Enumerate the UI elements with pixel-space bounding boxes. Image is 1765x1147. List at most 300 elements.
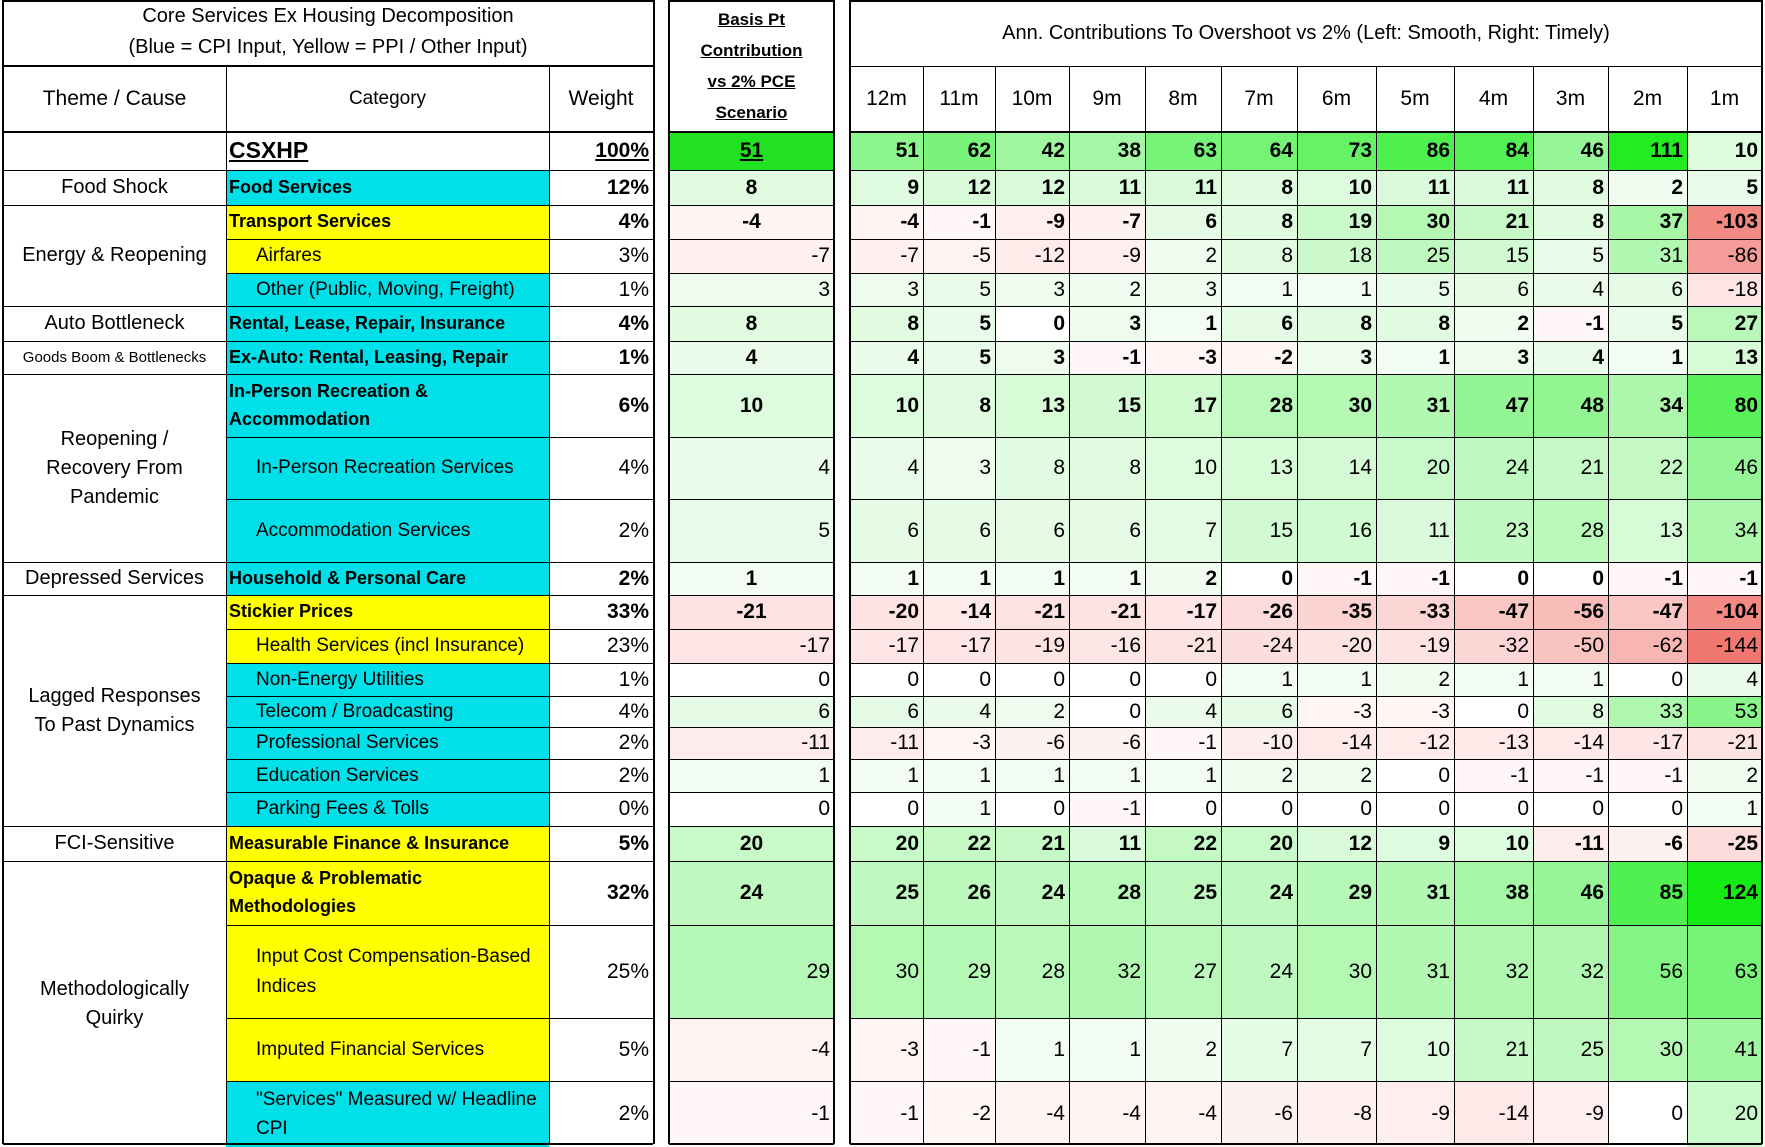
category-cell: Non-Energy Utilities <box>226 663 549 696</box>
weight-cell: 4% <box>618 456 649 479</box>
basis-cell: 8 <box>669 170 834 205</box>
grid-line <box>850 437 1762 438</box>
period-value-cell: 15 <box>1069 374 1145 437</box>
period-value-cell: 0 <box>1069 663 1145 696</box>
period-value-cell: 1 <box>1221 663 1297 696</box>
period-value-cell: -5 <box>923 239 995 273</box>
theme-cell: Goods Boom & Bottlenecks <box>22 348 207 366</box>
period-value-cell: 26 <box>923 861 995 925</box>
period-value-cell: 3 <box>1454 341 1533 374</box>
period-value-cell: 0 <box>1533 562 1608 595</box>
period-value-cell: 1 <box>1221 273 1297 306</box>
grid-line <box>3 826 226 827</box>
period-value-cell: 1 <box>1376 341 1454 374</box>
period-value-cell: 8 <box>1533 170 1608 205</box>
basis-cell: 1 <box>669 562 834 595</box>
period-value-cell: 6 <box>850 499 923 562</box>
period-value-cell: 10 <box>850 374 923 437</box>
grid-line <box>850 374 1762 375</box>
weight-cell: 4% <box>618 210 649 233</box>
period-value-cell: -4 <box>1145 1081 1221 1147</box>
period-value-cell: 63 <box>1687 925 1762 1018</box>
period-value-cell: 7 <box>1297 1018 1376 1081</box>
period-value-cell: -1 <box>1376 562 1454 595</box>
period-value-cell: 86 <box>1376 132 1454 170</box>
basis-cell: -4 <box>669 205 834 239</box>
period-value-cell: 56 <box>1608 925 1687 1018</box>
period-value-cell: -1 <box>1687 562 1762 595</box>
period-value-cell: -12 <box>1376 727 1454 759</box>
period-value-cell: -1 <box>850 1081 923 1147</box>
period-value-cell: 12 <box>1297 826 1376 861</box>
period-value-cell: -12 <box>995 239 1069 273</box>
period-value-cell: 8 <box>1376 306 1454 341</box>
period-value-cell: 13 <box>1221 437 1297 499</box>
grid-line <box>1608 66 1609 1144</box>
period-value-cell: 5 <box>923 306 995 341</box>
grid-line <box>850 273 1762 274</box>
period-value-cell: 6 <box>1454 273 1533 306</box>
period-value-cell: 6 <box>923 499 995 562</box>
basis-cell: 8 <box>669 306 834 341</box>
theme-cell: Depressed Services <box>25 567 204 589</box>
period-value-cell: 16 <box>1297 499 1376 562</box>
period-value-cell: 32 <box>1069 925 1145 1018</box>
category-cell: Transport Services <box>226 205 549 239</box>
period-value-cell: -1 <box>1145 727 1221 759</box>
period-value-cell: -1 <box>1069 341 1145 374</box>
grid-line <box>850 792 1762 793</box>
period-value-cell: 31 <box>1376 861 1454 925</box>
period-value-cell: 27 <box>1687 306 1762 341</box>
grid-line <box>3 0 653 2</box>
basis-cell: 20 <box>669 826 834 861</box>
period-value-cell: 15 <box>1221 499 1297 562</box>
period-value-cell: 51 <box>850 132 923 170</box>
weight-cell: 2% <box>618 1102 649 1125</box>
period-value-cell: -20 <box>850 595 923 629</box>
period-value-cell: 0 <box>1145 663 1221 696</box>
weight-cell: 23% <box>606 634 649 657</box>
grid-line <box>850 1018 1762 1019</box>
grid-line <box>3 562 226 563</box>
grid-line <box>850 925 1762 926</box>
grid-line <box>226 1018 653 1019</box>
period-value-cell: 2 <box>1608 170 1687 205</box>
period-value-cell: 80 <box>1687 374 1762 437</box>
grid-line <box>1145 66 1146 1144</box>
period-value-cell: 5 <box>1608 306 1687 341</box>
grid-line <box>669 792 834 793</box>
period-value-cell: -26 <box>1221 595 1297 629</box>
basis-cell: 24 <box>669 861 834 925</box>
theme-cell: Auto Bottleneck <box>44 312 185 334</box>
grid-line <box>850 727 1762 728</box>
weight-cell: 6% <box>618 393 649 417</box>
period-value-cell: 0 <box>1454 696 1533 727</box>
period-value-cell: 3 <box>1069 306 1145 341</box>
period-value-cell: 0 <box>995 663 1069 696</box>
period-value-cell: 30 <box>850 925 923 1018</box>
weight-cell: 100% <box>595 139 649 162</box>
period-value-cell: 24 <box>995 861 1069 925</box>
grid-line <box>226 1081 653 1082</box>
period-value-cell: -1 <box>1608 562 1687 595</box>
period-value-cell: 42 <box>995 132 1069 170</box>
period-value-cell: 0 <box>1376 759 1454 792</box>
grid-line <box>226 239 653 240</box>
grid-line <box>226 826 653 827</box>
grid-line <box>850 0 1762 2</box>
grid-line <box>3 170 226 171</box>
header-period: 7m <box>1244 87 1274 110</box>
category-cell: Airfares <box>226 239 549 273</box>
period-value-cell: -10 <box>1221 727 1297 759</box>
period-value-cell: -8 <box>1297 1081 1376 1147</box>
period-value-cell: -17 <box>850 629 923 663</box>
period-value-cell: -9 <box>1533 1081 1608 1147</box>
header-period: 3m <box>1555 87 1586 110</box>
period-value-cell: 0 <box>1221 792 1297 826</box>
period-value-cell: 6 <box>1221 696 1297 727</box>
period-value-cell: 25 <box>1376 239 1454 273</box>
theme-cell: Food Shock <box>61 176 168 198</box>
period-value-cell: 10 <box>1687 132 1762 170</box>
basis-cell: -21 <box>669 595 834 629</box>
header-period: 5m <box>1400 87 1430 110</box>
period-value-cell: -2 <box>1221 341 1297 374</box>
grid-line <box>1454 66 1455 1144</box>
period-value-cell: 9 <box>1376 826 1454 861</box>
period-value-cell: 20 <box>850 826 923 861</box>
period-value-cell: 1 <box>923 562 995 595</box>
grid-line <box>226 341 653 342</box>
period-value-cell: 5 <box>1687 170 1762 205</box>
grid-line <box>1376 66 1377 1144</box>
period-value-cell: -14 <box>1454 1081 1533 1147</box>
basis-cell: 29 <box>669 925 834 1018</box>
grid-line <box>3 205 226 206</box>
grid-line <box>226 273 653 274</box>
period-value-cell: 11 <box>1454 170 1533 205</box>
period-value-cell: 6 <box>1221 306 1297 341</box>
period-value-cell: 5 <box>1533 239 1608 273</box>
category-cell: "Services" Measured w/ Headline CPI <box>226 1081 549 1147</box>
period-value-cell: 10 <box>1454 826 1533 861</box>
grid-line <box>850 499 1762 500</box>
basis-cell: 51 <box>669 132 834 170</box>
table-subtitle: (Blue = CPI Input, Yellow = PPI / Other Input) <box>128 35 528 58</box>
period-value-cell: -3 <box>1297 696 1376 727</box>
period-value-cell: 38 <box>1069 132 1145 170</box>
period-value-cell: 46 <box>1687 437 1762 499</box>
grid-line <box>226 170 653 171</box>
period-value-cell: 34 <box>1687 499 1762 562</box>
period-value-cell: 8 <box>995 437 1069 499</box>
grid-line <box>669 273 834 274</box>
period-value-cell: -3 <box>1145 341 1221 374</box>
period-value-cell: 12 <box>923 170 995 205</box>
period-value-cell: 18 <box>1297 239 1376 273</box>
period-value-cell: 4 <box>850 341 923 374</box>
grid-line <box>669 170 834 171</box>
period-value-cell: -3 <box>850 1018 923 1081</box>
basis-cell: 10 <box>669 374 834 437</box>
grid-line <box>2 0 4 1144</box>
period-value-cell: 30 <box>1297 374 1376 437</box>
grid-line <box>850 759 1762 760</box>
category-cell: In-Person Recreation & Accommodation <box>226 374 549 437</box>
grid-line <box>3 65 653 67</box>
grid-line <box>226 727 653 728</box>
period-value-cell: -1 <box>1069 792 1145 826</box>
grid-line <box>226 595 653 596</box>
period-value-cell: 6 <box>1608 273 1687 306</box>
period-value-cell: 8 <box>1533 205 1608 239</box>
grid-line <box>669 595 834 596</box>
period-value-cell: 64 <box>1221 132 1297 170</box>
period-value-cell: 11 <box>1069 170 1145 205</box>
category-cell: Food Services <box>226 170 549 205</box>
grid-line <box>226 663 653 664</box>
period-value-cell: 5 <box>923 341 995 374</box>
period-value-cell: -35 <box>1297 595 1376 629</box>
period-value-cell: 8 <box>1533 696 1608 727</box>
grid-line <box>850 861 1762 862</box>
period-value-cell: 2 <box>1376 663 1454 696</box>
period-value-cell: 0 <box>1454 562 1533 595</box>
category-cell: Professional Services <box>226 727 549 759</box>
period-value-cell: 4 <box>1687 663 1762 696</box>
period-value-cell: 1 <box>850 562 923 595</box>
period-value-cell: 6 <box>850 696 923 727</box>
period-value-cell: 0 <box>1376 792 1454 826</box>
period-value-cell: -11 <box>1533 826 1608 861</box>
theme-cell: Energy & Reopening <box>22 244 207 266</box>
weight-cell: 25% <box>606 959 649 983</box>
period-value-cell: 23 <box>1454 499 1533 562</box>
period-value-cell: 1 <box>1687 792 1762 826</box>
period-value-cell: -21 <box>995 595 1069 629</box>
grid-line <box>669 629 834 630</box>
grid-line <box>226 205 653 206</box>
period-value-cell: 1 <box>1297 273 1376 306</box>
period-value-cell: 14 <box>1297 437 1376 499</box>
period-value-cell: 9 <box>850 170 923 205</box>
period-value-cell: -14 <box>923 595 995 629</box>
period-value-cell: 12 <box>995 170 1069 205</box>
grid-line <box>833 0 835 1144</box>
period-value-cell: 2 <box>1145 1018 1221 1081</box>
period-value-cell: 1 <box>1145 759 1221 792</box>
period-value-cell: 21 <box>1533 437 1608 499</box>
period-value-cell: -18 <box>1687 273 1762 306</box>
period-value-cell: 13 <box>995 374 1069 437</box>
period-value-cell: 4 <box>1533 273 1608 306</box>
header-basis-line: Contribution <box>700 40 803 60</box>
period-value-cell: 1 <box>1454 663 1533 696</box>
grid-line <box>669 239 834 240</box>
period-value-cell: 8 <box>850 306 923 341</box>
period-value-cell: 1 <box>1069 1018 1145 1081</box>
period-value-cell: 10 <box>1145 437 1221 499</box>
period-value-cell: -6 <box>1221 1081 1297 1147</box>
period-value-cell: 0 <box>1533 792 1608 826</box>
grid-line <box>669 562 834 563</box>
grid-line <box>850 205 1762 206</box>
period-value-cell: 31 <box>1608 239 1687 273</box>
weight-cell: 12% <box>606 175 649 199</box>
period-value-cell: 22 <box>1145 826 1221 861</box>
period-value-cell: 5 <box>923 273 995 306</box>
grid-line <box>3 374 226 375</box>
grid-line <box>226 759 653 760</box>
period-value-cell: 4 <box>1145 696 1221 727</box>
period-value-cell: 1 <box>995 562 1069 595</box>
period-value-cell: 6 <box>995 499 1069 562</box>
period-value-cell: 17 <box>1145 374 1221 437</box>
period-value-cell: 2 <box>995 696 1069 727</box>
period-value-cell: -62 <box>1608 629 1687 663</box>
period-value-cell: 10 <box>1297 170 1376 205</box>
period-value-cell: -9 <box>995 205 1069 239</box>
period-value-cell: -33 <box>1376 595 1454 629</box>
category-cell: Stickier Prices <box>226 595 549 629</box>
period-value-cell: 3 <box>1145 273 1221 306</box>
period-value-cell: 1 <box>1145 306 1221 341</box>
period-value-cell: 13 <box>1608 499 1687 562</box>
period-value-cell: 41 <box>1687 1018 1762 1081</box>
header-period: 12m <box>866 87 907 110</box>
period-value-cell: 15 <box>1454 239 1533 273</box>
grid-line <box>226 629 653 630</box>
category-cell: Other (Public, Moving, Freight) <box>226 273 549 306</box>
basis-cell: 4 <box>669 437 834 499</box>
period-value-cell: -21 <box>1069 595 1145 629</box>
category-cell: Input Cost Compensation-Based Indices <box>226 925 549 1018</box>
period-value-cell: 31 <box>1376 925 1454 1018</box>
period-value-cell: 84 <box>1454 132 1533 170</box>
weight-cell: 2% <box>618 566 649 590</box>
grid-line <box>850 663 1762 664</box>
period-value-cell: -6 <box>1069 727 1145 759</box>
period-value-cell: 47 <box>1454 374 1533 437</box>
category-cell: Parking Fees & Tolls <box>226 792 549 826</box>
basis-cell: -1 <box>669 1081 834 1147</box>
theme-cell: FCI-Sensitive <box>54 832 175 854</box>
grid-line <box>850 131 1762 133</box>
period-value-cell: -1 <box>1297 562 1376 595</box>
grid-line <box>3 595 226 596</box>
period-value-cell: 20 <box>1687 1081 1762 1147</box>
weight-cell: 1% <box>618 345 649 369</box>
grid-line <box>1533 66 1534 1144</box>
grid-line <box>1687 66 1688 1144</box>
grid-line <box>669 306 834 307</box>
grid-line <box>226 437 653 438</box>
period-value-cell: -47 <box>1454 595 1533 629</box>
grid-line <box>669 826 834 827</box>
weight-cell: 32% <box>606 881 649 904</box>
header-period: 4m <box>1478 87 1509 110</box>
category-cell: Accommodation Services <box>226 499 549 562</box>
period-value-cell: 6 <box>1145 205 1221 239</box>
grid-line <box>226 925 653 926</box>
period-value-cell: 37 <box>1608 205 1687 239</box>
grid-line <box>669 696 834 697</box>
basis-cell: 3 <box>669 273 834 306</box>
grid-line <box>549 66 550 1144</box>
period-value-cell: 0 <box>1608 792 1687 826</box>
category-cell: Education Services <box>226 759 549 792</box>
theme-cell: Methodologically Quirky <box>40 978 189 1029</box>
grid-line <box>226 696 653 697</box>
period-value-cell: 8 <box>1221 170 1297 205</box>
period-value-cell: -32 <box>1454 629 1533 663</box>
period-value-cell: 0 <box>995 792 1069 826</box>
header-period: 11m <box>939 87 979 110</box>
period-value-cell: 24 <box>1221 861 1297 925</box>
grid-line <box>1761 0 1763 1144</box>
weight-cell: 4% <box>618 311 649 335</box>
grid-line <box>669 727 834 728</box>
period-value-cell: -20 <box>1297 629 1376 663</box>
period-value-cell: -104 <box>1687 595 1762 629</box>
period-value-cell: 29 <box>923 925 995 1018</box>
period-value-cell: 2 <box>1069 273 1145 306</box>
period-value-cell: -7 <box>850 239 923 273</box>
period-value-cell: 11 <box>1145 170 1221 205</box>
weight-cell: 5% <box>618 1037 649 1061</box>
period-value-cell: -50 <box>1533 629 1608 663</box>
period-value-cell: 2 <box>1297 759 1376 792</box>
category-cell: Imputed Financial Services <box>226 1018 549 1081</box>
period-value-cell: -3 <box>1376 696 1454 727</box>
basis-cell: -7 <box>669 239 834 273</box>
period-value-cell: 3 <box>1297 341 1376 374</box>
period-value-cell: 28 <box>995 925 1069 1018</box>
period-value-cell: 1 <box>1297 663 1376 696</box>
grid-line <box>668 0 670 1144</box>
category-cell: In-Person Recreation Services <box>226 437 549 499</box>
period-value-cell: 0 <box>1297 792 1376 826</box>
weight-cell: 4% <box>618 699 649 723</box>
period-value-cell: 31 <box>1376 374 1454 437</box>
grid-line <box>669 499 834 500</box>
grid-line <box>669 861 834 862</box>
header-period: 6m <box>1321 87 1352 110</box>
period-value-cell: -9 <box>1069 239 1145 273</box>
header-period: 2m <box>1632 87 1663 110</box>
grid-line <box>669 374 834 375</box>
period-value-cell: 24 <box>1454 437 1533 499</box>
period-value-cell: 3 <box>923 437 995 499</box>
grid-line <box>995 66 996 1144</box>
basis-cell: -17 <box>669 629 834 663</box>
category-cell: CSXHP <box>226 132 549 170</box>
grid-line <box>669 1081 834 1082</box>
grid-line <box>226 66 227 1144</box>
period-value-cell: 28 <box>1221 374 1297 437</box>
period-value-cell: -16 <box>1069 629 1145 663</box>
period-value-cell: 53 <box>1687 696 1762 727</box>
grid-line <box>226 499 653 500</box>
period-value-cell: 33 <box>1608 696 1687 727</box>
grid-line <box>3 341 226 342</box>
period-value-cell: 21 <box>1454 1018 1533 1081</box>
period-value-cell: 25 <box>850 861 923 925</box>
weight-cell: 1% <box>618 277 649 301</box>
